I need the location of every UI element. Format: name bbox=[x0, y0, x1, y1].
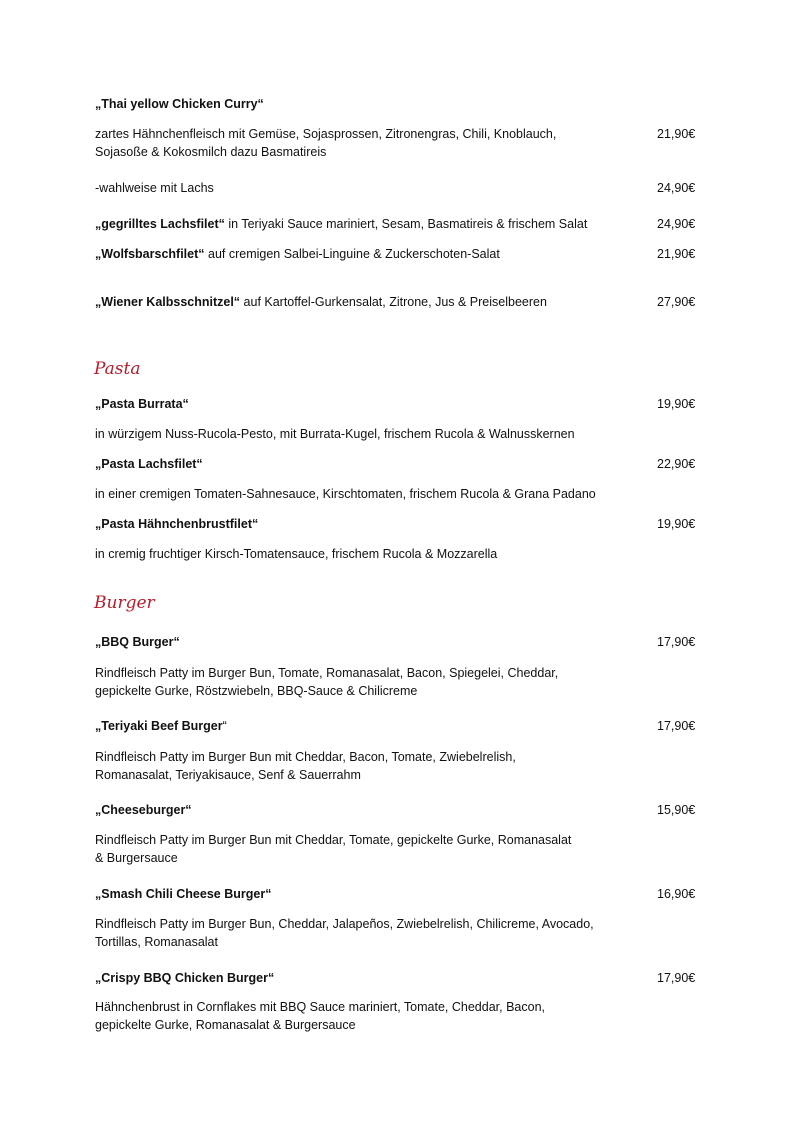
burger-name-bbq: „BBQ Burger“ bbox=[95, 635, 180, 649]
burger-description-smash-chili-cheese-line-2: Tortillas, Romanasalat bbox=[95, 935, 218, 949]
dish-name-lachsfilet: „gegrilltes Lachsfilet“ bbox=[95, 217, 225, 231]
burger-name-crispy-bbq-chicken: „Crispy BBQ Chicken Burger“ bbox=[95, 971, 275, 985]
pasta-description-haehnchenbrustfilet: in cremig fruchtiger Kirsch-Tomatensauce, frischem Rucola & Mozzarella bbox=[95, 547, 498, 561]
pasta-name-burrata: „Pasta Burrata“ bbox=[95, 397, 189, 411]
burger-description-bbq-line-1: Rindfleisch Patty im Burger Bun, Tomate, Romanasalat, Bacon, Spiegelei, Cheddar, bbox=[95, 666, 559, 680]
dish-description-schnitzel: auf Kartoffel-Gurkensalat, Zitrone, Jus & Preiselbeeren bbox=[240, 295, 547, 309]
dish-option-salmon-price: 24,90€ bbox=[657, 181, 696, 195]
burger-name-cheeseburger: „Cheeseburger“ bbox=[95, 803, 192, 817]
dish-row-lachsfilet bbox=[95, 215, 587, 233]
pasta-name-haehnchenbrustfilet: „Pasta Hähnchenbrustfilet“ bbox=[95, 517, 259, 531]
burger-description-teriyaki-line-1: Rindfleisch Patty im Burger Bun mit Cheddar, Bacon, Tomate, Zwiebelrelish, bbox=[95, 750, 516, 764]
burger-name-smash-chili-cheese: „Smash Chili Cheese Burger“ bbox=[95, 887, 272, 901]
burger-price-cheeseburger: 15,90€ bbox=[657, 803, 696, 817]
dish-row-schnitzel bbox=[95, 293, 547, 311]
burger-row-teriyaki bbox=[95, 717, 227, 735]
burger-description-crispy-bbq-chicken-line-1: Hähnchenbrust in Cornflakes mit BBQ Sauce mariniert, Tomate, Cheddar, Bacon, bbox=[95, 1000, 545, 1014]
burger-price-smash-chili-cheese: 16,90€ bbox=[657, 887, 696, 901]
burger-description-smash-chili-cheese-line-1: Rindfleisch Patty im Burger Bun, Cheddar, Jalapeños, Zwiebelrelish, Chilicreme, Avocado, bbox=[95, 917, 594, 931]
dish-description-wolfsbarsch: auf cremigen Salbei-Linguine & Zuckerschoten-Salat bbox=[204, 247, 500, 261]
burger-description-crispy-bbq-chicken-line-2: gepickelte Gurke, Romanasalat & Burgersauce bbox=[95, 1018, 356, 1032]
pasta-price-burrata: 19,90€ bbox=[657, 397, 696, 411]
dish-option-salmon: -wahlweise mit Lachs bbox=[95, 181, 214, 195]
burger-name-teriyaki: „Teriyaki Beef Burger bbox=[95, 719, 223, 733]
pasta-description-burrata: in würzigem Nuss-Rucola-Pesto, mit Burrata-Kugel, frischem Rucola & Walnusskernen bbox=[95, 427, 575, 441]
burger-description-cheeseburger-line-2: & Burgersauce bbox=[95, 851, 178, 865]
burger-description-bbq-line-2: gepickelte Gurke, Röstzwiebeln, BBQ-Sauce & Chilicreme bbox=[95, 684, 418, 698]
dish-name-schnitzel: „Wiener Kalbsschnitzel“ bbox=[95, 295, 241, 309]
burger-description-teriyaki-line-2: Romanasalat, Teriyakisauce, Senf & Sauerrahm bbox=[95, 768, 361, 782]
section-heading-pasta: Pasta bbox=[94, 359, 141, 379]
dish-price-thai-curry: 21,90€ bbox=[657, 127, 696, 141]
pasta-name-lachsfilet: „Pasta Lachsfilet“ bbox=[95, 457, 203, 471]
dish-description-lachsfilet: in Teriyaki Sauce mariniert, Sesam, Basmatireis & frischem Salat bbox=[224, 217, 588, 231]
section-heading-burger: Burger bbox=[94, 593, 155, 613]
dish-price-lachsfilet: 24,90€ bbox=[657, 217, 696, 231]
dish-title-thai-curry: „Thai yellow Chicken Curry“ bbox=[95, 97, 264, 111]
pasta-description-lachsfilet: in einer cremigen Tomaten-Sahnesauce, Kirschtomaten, frischem Rucola & Grana Padano bbox=[95, 487, 596, 501]
burger-price-teriyaki: 17,90€ bbox=[657, 719, 696, 733]
burger-price-crispy-bbq-chicken: 17,90€ bbox=[657, 971, 696, 985]
dish-price-schnitzel: 27,90€ bbox=[657, 295, 696, 309]
dish-name-wolfsbarsch: „Wolfsbarschfilet“ bbox=[95, 247, 205, 261]
dish-description-thai-curry-line-1: zartes Hähnchenfleisch mit Gemüse, Sojasprossen, Zitronengras, Chili, Knoblauch, bbox=[95, 127, 557, 141]
burger-name-teriyaki-quote: “ bbox=[222, 719, 227, 733]
pasta-price-lachsfilet: 22,90€ bbox=[657, 457, 696, 471]
dish-description-thai-curry-line-2: Sojasoße & Kokosmilch dazu Basmatireis bbox=[95, 145, 327, 159]
burger-price-bbq: 17,90€ bbox=[657, 635, 696, 649]
pasta-price-haehnchenbrustfilet: 19,90€ bbox=[657, 517, 696, 531]
dish-row-wolfsbarsch bbox=[95, 245, 500, 263]
dish-price-wolfsbarsch: 21,90€ bbox=[657, 247, 696, 261]
burger-description-cheeseburger-line-1: Rindfleisch Patty im Burger Bun mit Cheddar, Tomate, gepickelte Gurke, Romanasalat bbox=[95, 833, 572, 847]
